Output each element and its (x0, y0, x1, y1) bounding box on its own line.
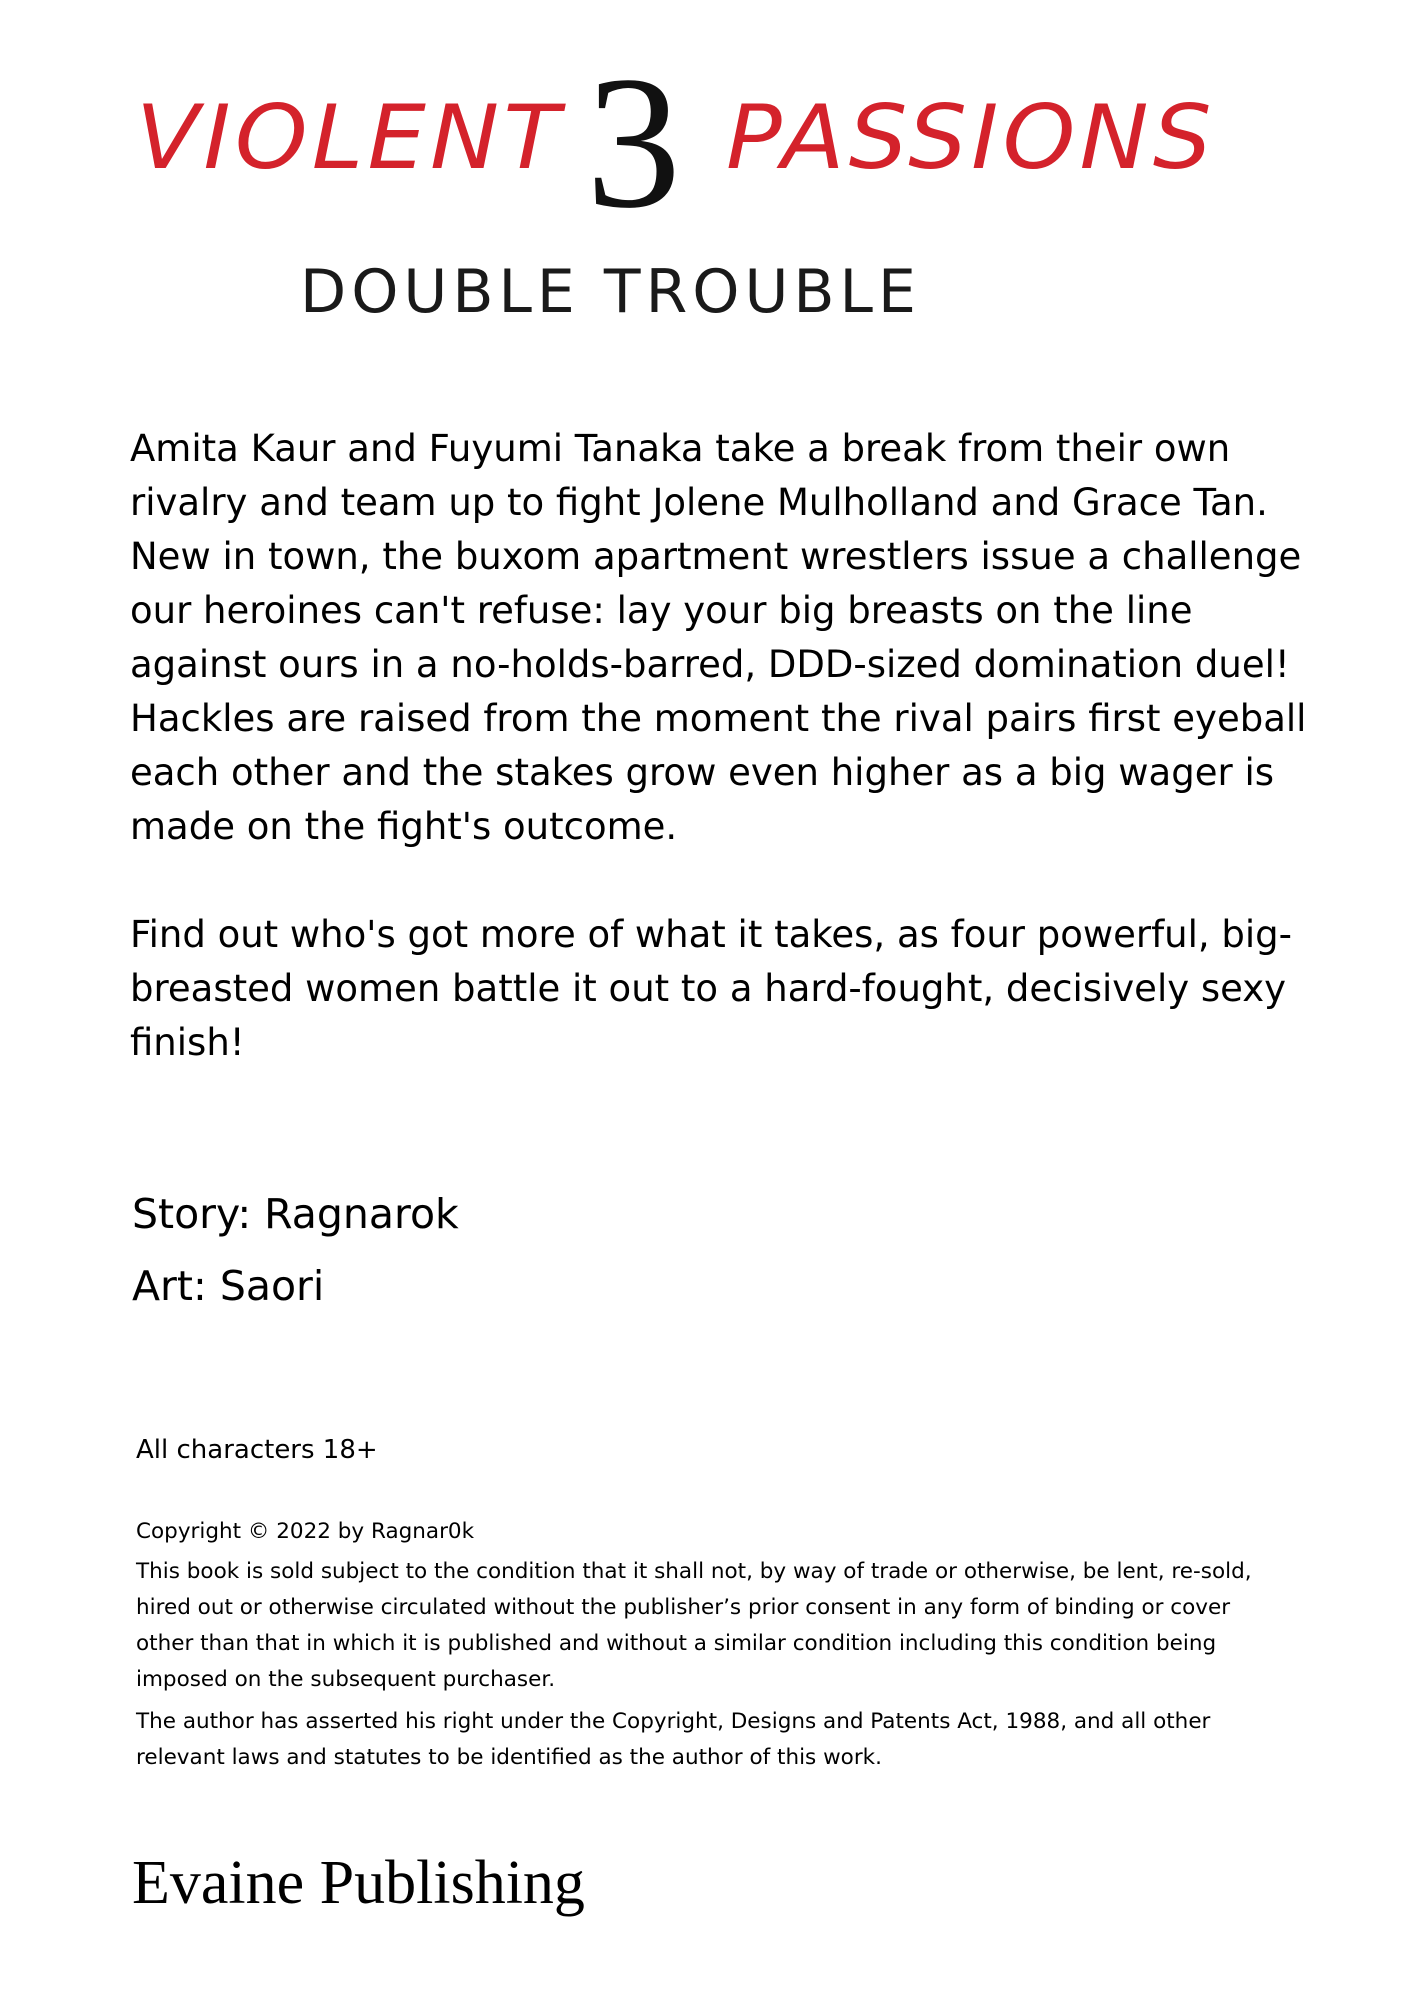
subtitle: DOUBLE TROUBLE (300, 257, 921, 327)
credits (132, 1178, 459, 1322)
legal-paragraph-2: The author has asserted his right under the Copyright, Designs and Patents Act, 1988, and all other relevant laws and statutes to be identified as the author of this work. (136, 1709, 1211, 1770)
title-block (0, 0, 1416, 260)
publisher-name: Evaine Publishing (132, 1849, 585, 1917)
age-notice: All characters 18+ (136, 1435, 378, 1465)
legal-section (136, 1514, 1286, 1776)
title-left-word: VIOLENT (136, 86, 565, 189)
blurb-paragraph-1: Amita Kaur and Fuyumi Tanaka take a break from their own rivalry and team up to fight Jolene Mulholland and Grace Tan. New in town, the buxom apartment wrestlers issue a challenge our heroines can't refuse: lay your big breasts on the line against ours in a no-holds-barred, DDD-sized domination duel! Hackles are raised from the moment the rival pairs first eyeball each other and the stakes grow even higher as a big wager is made on the fight's outcome. (130, 427, 1307, 848)
copyright-line: Copyright © 2022 by Ragnar0k (136, 1519, 475, 1544)
art-credit: Art: Saori (132, 1262, 325, 1310)
blurb-paragraph-2: Find out who's got more of what it takes, as four powerful, big-breasted women battle it out to a hard-fought, decisively sexy finish! (130, 913, 1292, 1064)
legal-paragraph-1: This book is sold subject to the condition that it shall not, by way of trade or otherwise, be lent, re-sold, hired out or otherwise circulated without the publisher’s prior consent in any form of binding or cover other than that in which it is published and without a similar condition including this condition being imposed on the subsequent purchaser. (136, 1559, 1252, 1692)
title-number: 3 (586, 38, 681, 248)
blurb (130, 422, 1310, 1070)
story-credit: Story: Ragnarok (132, 1190, 459, 1238)
title-right-word: PASSIONS (726, 86, 1216, 189)
